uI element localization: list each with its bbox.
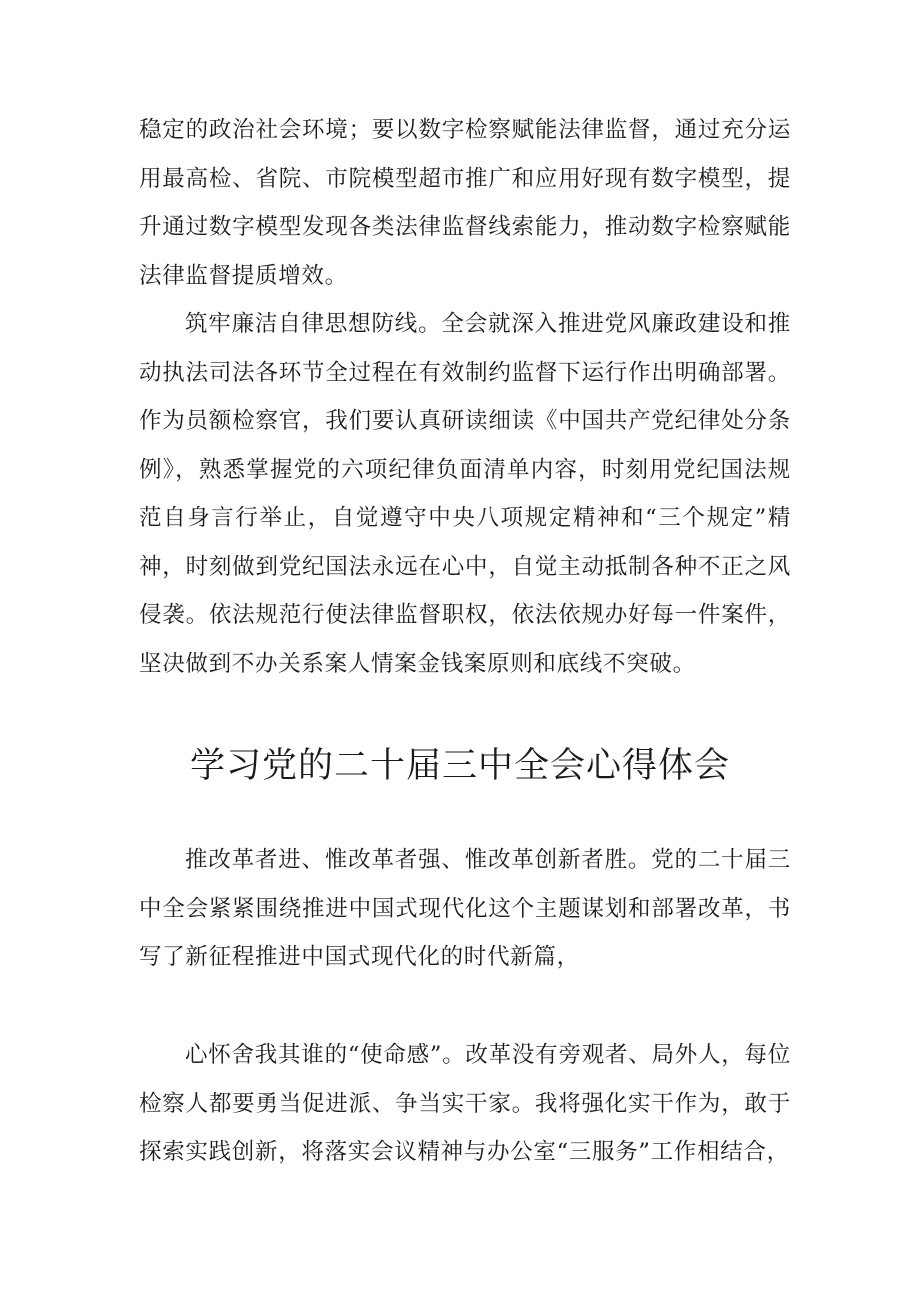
paragraph-reform-intro: 推改革者进、惟改革者强、惟改革创新者胜。党的二十届三中全会紧紧围绕推进中国式现代化这个主题谋划和部署改革，书写了新征程推进中国式现代化的时代新篇， (139, 847, 791, 970)
paragraph-integrity: 筑牢廉洁自律思想防线。全会就深入推进党风廉政建设和推动执法司法各环节全过程在有效制约监督下运行作出明确部署。作为员额检察官，我们要认真研读细读《中国共产党纪律处分条例》，熟悉掌握党的六项纪律负面清单内容，时刻用党纪国法规范自身言行举止，自觉遵守中央八项规定精神和“三个规定”精神，时刻做到党纪国法永远在心中，自觉主动抵制各种不正之风侵袭。依法规范行使法律监督职权，依法依规办好每一件案件，坚决做到不办关系案人情案金钱案原则和底线不突破。 (139, 311, 791, 677)
paragraph-mission: 心怀舍我其谁的“使命感”。改革没有旁观者、局外人，每位检察人都要勇当促进派、争当实干家。我将强化实干作为，敢于探索实践创新，将落实会议精神与办公室“三服务”工作相结合， (139, 1042, 791, 1165)
section-heading: 学习党的二十届三中全会心得体会 (189, 746, 730, 786)
paragraph-continuation: 稳定的政治社会环境；要以数字检察赋能法律监督，通过充分运用最高检、省院、市院模型超市推广和应用好现有数字模型，提升通过数字模型发现各类法律监督线索能力，推动数字检察赋能法律监督提质增效。 (139, 117, 791, 289)
